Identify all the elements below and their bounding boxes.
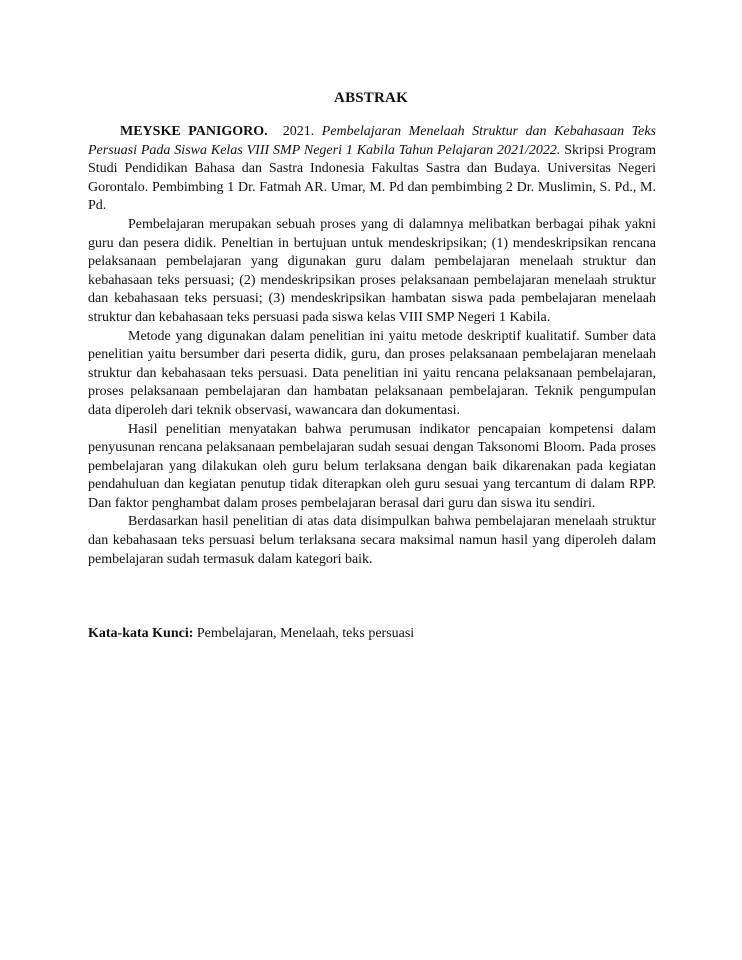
- abstract-paragraph-intro: Pembelajaran merupakan sebuah proses yang di dalamnya melibatkan berbagai pihak yakni guru dan pesera didik. Peneltian in bertujuan untuk mendeskripsikan; (1) mendeskripsikan rencana pelaksanaan pembelajaran yang digunakan guru dalam pembelajaran menelaah struktur dan kebahasaan teks persuasi; (2) mendeskripsikan proses pelaksanaan pembelajaran menelaah struktur dan kebahasaan teks persuasi; (3) mendeskripsikan hambatan siswa pada pembelajaran menelaah struktur dan kebahasaan teks persuasi pada siswa kelas VIII SMP Negeri 1 Kabila.: [88, 216, 656, 325]
- page-title: ABSTRAK: [334, 90, 408, 106]
- keywords-value: Pembelajaran, Menelaah, teks persuasi: [196, 626, 415, 641]
- thesis-title: Pembelajaran Menelaah Struktur dan Kebahasaan Teks Persuasi Pada Siswa Kelas VIII SMP Negeri 1 Kabila Tahun Pelajaran 2021/2022.: [88, 124, 656, 158]
- abstract-body: [88, 123, 656, 569]
- keywords-label: Kata-kata Kunci:: [88, 626, 194, 641]
- citation-year: 2021.: [282, 124, 315, 139]
- abstract-paragraph-method: Metode yang digunakan dalam penelitian ini yaitu metode deskriptif kualitatif. Sumber data penelitian yaitu bersumber dari peserta didik, guru, dan proses pelaksanaan pembelajaran menelaah struktur dan kebahasaan teks persuasi. Data penelitian ini yaitu rencana pelaksanaan pembelajaran, proses pelaksanaan pembelajaran dan hambatan pelaksanaan pembelajaran. Teknik pengumpulan data diperoleh dari teknik observasi, wawancara dan dokumentasi.: [88, 328, 656, 418]
- abstract-paragraph-conclusion: Berdasarkan hasil penelitian di atas data disimpulkan bahwa pembelajaran menelaah struktur dan kebahasaan teks persuasi belum terlaksana secara maksimal namun hasil yang diperoleh dalam pembelajaran sudah termasuk dalam kategori baik.: [88, 514, 656, 567]
- keywords-line: [88, 625, 656, 643]
- author-name: MEYSKE PANIGORO.: [120, 124, 268, 139]
- abstract-paragraph-results: Hasil penelitian menyatakan bahwa perumusan indikator pencapaian kompetensi dalam penyusunan rencana pelaksanaan pembelajaran sudah sesuai dengan Taksonomi Bloom. Pada proses pembelajaran yang dilakukan oleh guru belum terlaksana dengan baik dikarenakan pada kegiatan pendahuluan dan kegiatan penutup tidak diterapkan oleh guru sesuai yang tercantum di dalam RPP. Dan faktor penghambat dalam proses pembelajaran berasal dari guru dan siswa itu sendiri.: [88, 421, 656, 511]
- citation-details: Skripsi Program Studi Pendidikan Bahasa dan Sastra Indonesia Fakultas Sastra dan Budaya. Universitas Negeri Gorontalo. Pembimbing 1 Dr. Fatmah AR. Umar, M. Pd dan pembimbing 2 Dr. Muslimin, S. Pd., M. Pd.: [88, 142, 656, 214]
- citation-paragraph: [88, 123, 656, 216]
